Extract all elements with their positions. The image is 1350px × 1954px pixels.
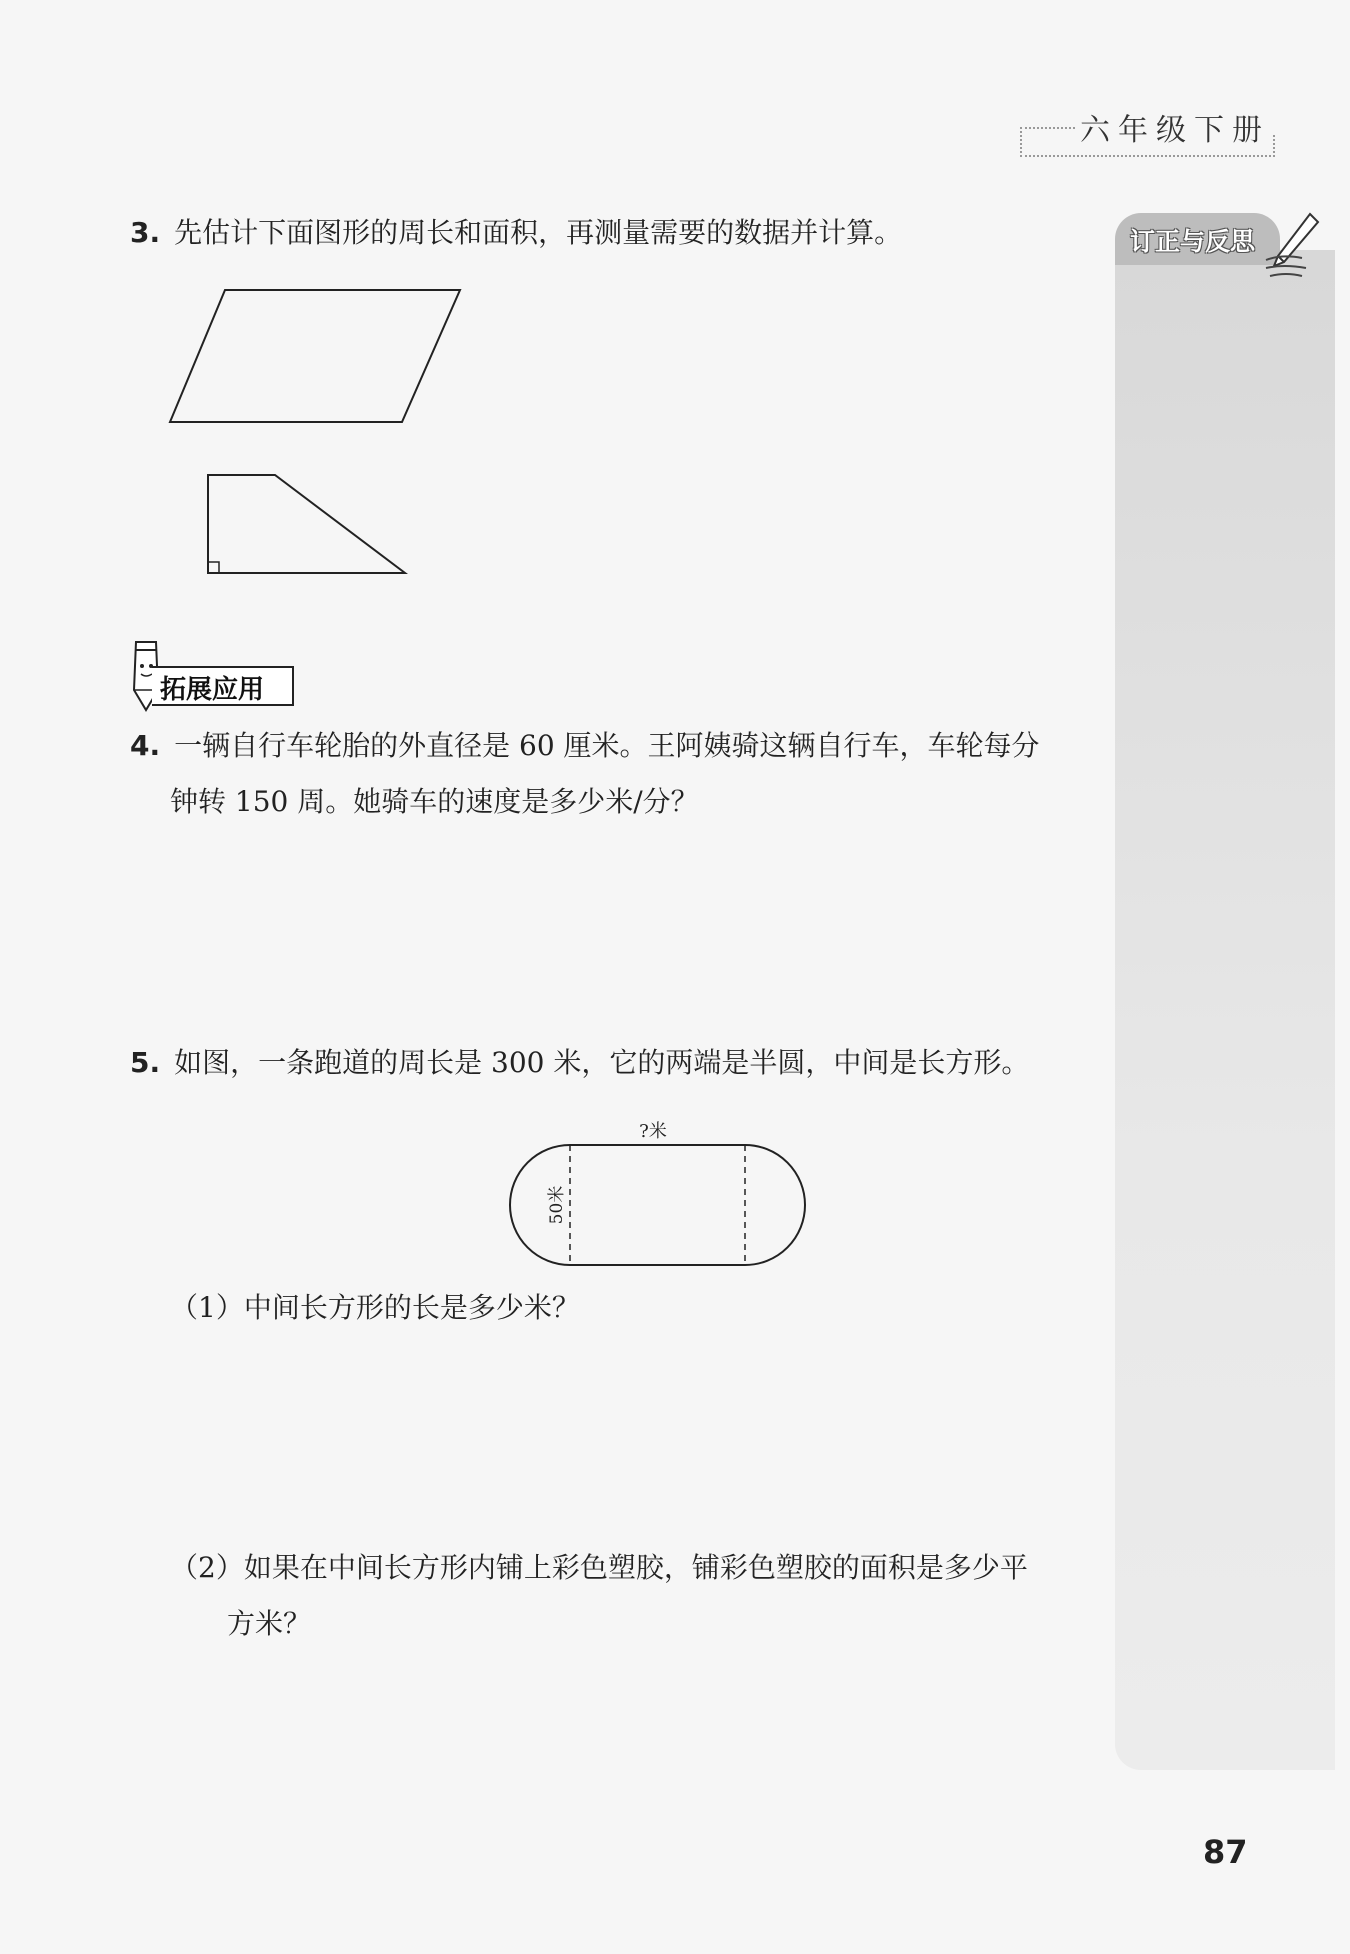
question-text-line1: （2）如果在中间长方形内铺上彩色塑胶，铺彩色塑胶的面积是多少平 <box>170 1551 1028 1584</box>
question-3 <box>130 205 1070 261</box>
question-5-part-2 <box>170 1540 1080 1652</box>
question-text: （1）中间长方形的长是多少米？ <box>170 1291 580 1324</box>
question-text-line2: 方米？ <box>227 1607 312 1640</box>
question-number: 4. <box>130 729 161 762</box>
page-number: 87 <box>1203 1833 1248 1871</box>
question-5-part-1 <box>170 1280 1070 1336</box>
question-number: 3. <box>130 216 161 249</box>
reflection-label: 订正与反思 <box>1130 227 1256 256</box>
trapezoid-shape <box>208 475 405 573</box>
reflection-panel <box>1115 250 1335 1770</box>
trapezoid-figure <box>200 470 415 580</box>
section-title: 拓展应用 <box>160 675 265 705</box>
running-track-figure <box>505 1115 810 1275</box>
parallelogram-shape <box>170 290 460 422</box>
question-text-line2: 钟转 150 周。她骑车的速度是多少米/分？ <box>170 785 699 818</box>
track-width-label: 50米 <box>547 1185 567 1225</box>
question-number: 5. <box>130 1046 161 1079</box>
right-angle-mark <box>208 562 219 573</box>
question-text: 先估计下面图形的周长和面积，再测量需要的数据并计算。 <box>174 216 903 249</box>
track-length-label: ?米 <box>639 1121 667 1142</box>
pen-icon <box>1262 210 1322 285</box>
question-text: 如图，一条跑道的周长是 300 米，它的两端是半圆，中间是长方形。 <box>174 1046 1030 1079</box>
parallelogram-figure <box>165 285 465 425</box>
question-text-line1: 一辆自行车轮胎的外直径是 60 厘米。王阿姨骑这辆自行车，车轮每分 <box>174 729 1040 762</box>
question-4 <box>130 718 1090 830</box>
question-5 <box>130 1035 1090 1091</box>
grade-title: 六年级下册 <box>1080 113 1270 148</box>
